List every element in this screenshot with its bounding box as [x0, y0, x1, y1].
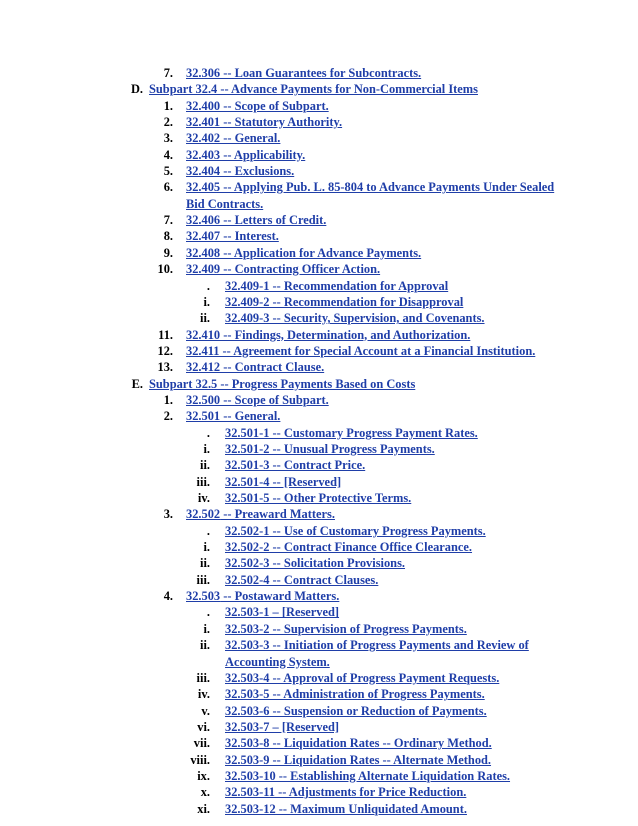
toc-link[interactable]: 32.502-4 -- Contract Clauses. [225, 572, 379, 587]
toc-entry-title: -- Postaward Matters. [220, 589, 340, 604]
item-marker: v. [201, 703, 210, 718]
toc-entry-title: -- Preaward Matters. [220, 507, 335, 522]
toc-row [0, 704, 638, 720]
item-marker: 9. [163, 245, 173, 260]
toc-link-continuation[interactable]: Bid Contracts. [186, 196, 264, 211]
toc-row [0, 115, 638, 131]
toc-row [0, 311, 638, 327]
toc-link[interactable]: 32.401 -- Statutory Authority. [186, 115, 343, 130]
toc-link[interactable]: 32.404 -- Exclusions. [186, 164, 295, 179]
toc-link[interactable]: 32.409-1 -- Recommendation for Approval [225, 278, 449, 293]
item-marker: D. [130, 82, 143, 97]
item-marker: vi. [197, 719, 210, 734]
item-marker: ii. [200, 311, 210, 326]
item-marker: ix. [197, 768, 210, 783]
toc-row [0, 344, 638, 360]
item-marker: 4. [163, 147, 173, 162]
item-marker: iv. [197, 687, 210, 702]
item-marker: xi. [197, 801, 210, 816]
toc-row-continuation [0, 655, 638, 671]
item-marker: viii. [190, 752, 210, 767]
toc-row [0, 491, 638, 507]
item-marker: ii. [200, 458, 210, 473]
item-marker: 7. [163, 66, 173, 80]
toc-link[interactable]: 32.402 -- General. [186, 131, 281, 146]
item-marker: 3. [163, 131, 173, 146]
toc-row [0, 671, 638, 687]
item-marker: . [206, 425, 210, 440]
item-marker: 12. [157, 343, 173, 358]
item-marker: 4. [163, 589, 173, 604]
toc-link[interactable]: 32.409-3 -- Security, Supervision, and Covenants. [225, 311, 485, 326]
toc-link[interactable]: 32.502-3 -- Solicitation Provisions. [225, 556, 406, 571]
toc-link[interactable]: 32.408 -- Application for Advance Payments. [186, 245, 422, 260]
toc-link[interactable]: 32.410 -- Findings, Determination, and Authorization. [186, 327, 471, 342]
toc-row [0, 131, 638, 147]
toc-row [0, 720, 638, 736]
toc-row [0, 638, 638, 654]
toc-row [0, 458, 638, 474]
toc-link[interactable]: 32.501-5 -- Other Protective Terms. [225, 491, 412, 506]
item-marker: iii. [196, 670, 210, 685]
toc-row [0, 769, 638, 785]
item-marker: 10. [157, 262, 173, 277]
toc-link[interactable]: 32.503-6 -- Suspension or Reduction of Payments. [225, 703, 487, 718]
toc-link[interactable]: 32.501-4 -- [Reserved] [225, 474, 342, 489]
item-marker: . [206, 605, 210, 620]
item-marker: 6. [163, 180, 173, 195]
toc-link[interactable]: 32.501-2 -- Unusual Progress Payments. [225, 442, 435, 456]
toc-link[interactable]: 32.503 [186, 589, 221, 604]
toc-link-continuation[interactable]: Accounting System. [225, 654, 330, 669]
toc-row [0, 785, 638, 801]
item-marker: i. [203, 621, 210, 636]
toc-link[interactable]: 32.502 [186, 507, 221, 522]
toc-row [0, 328, 638, 344]
toc-row-continuation [0, 197, 638, 213]
toc-link[interactable]: 32.503-7 – [Reserved] [225, 719, 340, 734]
toc-link[interactable]: 32.412 -- Contract Clause. [186, 360, 325, 375]
toc-row [0, 687, 638, 703]
toc-row [0, 605, 638, 621]
toc-entry [186, 589, 339, 604]
item-marker: iv. [197, 491, 210, 506]
item-marker: i. [203, 442, 210, 456]
item-marker: ii. [200, 638, 210, 653]
toc-link[interactable]: 32.502-2 -- Contract Finance Office Clearance. [225, 540, 473, 555]
toc-link[interactable]: 32.503-4 -- Approval of Progress Payment Requests. [225, 670, 500, 685]
toc-link[interactable]: 32.503-2 -- Supervision of Progress Payments. [225, 621, 467, 636]
toc-link[interactable]: Subpart 32.4 -- Advance Payments for Non-Commercial Items [149, 82, 478, 97]
toc-row [0, 99, 638, 115]
toc-link[interactable]: 32.409 -- Contracting Officer Action. [186, 262, 381, 277]
toc-link[interactable]: 32.406 -- Letters of Credit. [186, 213, 327, 228]
toc-link[interactable]: 32.503-12 -- Maximum Unliquidated Amount. [225, 801, 467, 816]
toc-row [0, 442, 638, 458]
toc-row [0, 66, 638, 82]
toc-row [0, 573, 638, 589]
item-marker: x. [200, 785, 210, 800]
toc-row [0, 246, 638, 262]
toc-link[interactable]: Subpart 32.5 -- Progress Payments Based on Costs [149, 376, 416, 391]
item-marker: iii. [196, 474, 210, 489]
toc-link[interactable]: 32.306 -- Loan Guarantees for Subcontracts. [186, 66, 422, 80]
toc-row [0, 164, 638, 180]
toc-row [0, 622, 638, 638]
item-marker: . [206, 278, 210, 293]
item-marker: 13. [157, 360, 173, 375]
toc-row [0, 148, 638, 164]
toc-row [0, 262, 638, 278]
toc-link[interactable]: 32.411 -- Agreement for Special Account at a Financial Institution. [186, 343, 536, 358]
item-marker: . [206, 523, 210, 538]
toc-row [0, 589, 638, 605]
toc-link[interactable]: 32.503-11 -- Adjustments for Price Reduction. [225, 785, 467, 800]
toc-row [0, 180, 638, 196]
item-marker: 5. [163, 164, 173, 179]
item-marker: 3. [163, 507, 173, 522]
toc-row [0, 229, 638, 245]
toc-link[interactable]: 32.503-9 -- Liquidation Rates -- Alternate Method. [225, 752, 492, 767]
toc-link[interactable]: 32.405 -- Applying Pub. L. 85-804 to Advance Payments Under Sealed [186, 180, 555, 195]
toc-row [0, 753, 638, 769]
item-marker: 7. [163, 213, 173, 228]
item-marker: E. [131, 376, 143, 391]
toc-link[interactable]: 32.500 -- Scope of Subpart. [186, 392, 329, 407]
toc-link[interactable]: 32.503-1 – [Reserved] [225, 605, 340, 620]
item-marker: 11. [158, 327, 173, 342]
toc-link[interactable]: 32.503-3 -- Initiation of Progress Payments and Review of [225, 638, 529, 653]
toc-row [0, 736, 638, 752]
toc-row [0, 507, 638, 523]
toc-link[interactable]: 32.503-8 -- Liquidation Rates -- Ordinary Method. [225, 736, 492, 751]
item-marker: ii. [200, 556, 210, 571]
toc-row [0, 360, 638, 376]
toc-link[interactable]: 32.503-5 -- Administration of Progress Payments. [225, 687, 485, 702]
toc-row [0, 524, 638, 540]
toc-row [0, 377, 638, 393]
toc-row [0, 213, 638, 229]
item-marker: 1. [163, 392, 173, 407]
toc-row [0, 295, 638, 311]
toc-link[interactable]: 32.400 -- Scope of Subpart. [186, 98, 329, 113]
toc-entry [186, 507, 335, 522]
toc-row [0, 556, 638, 572]
item-marker: vii. [193, 736, 210, 751]
toc-row [0, 475, 638, 491]
toc-row [0, 426, 638, 442]
toc-link[interactable]: 32.503-10 -- Establishing Alternate Liquidation Rates. [225, 768, 511, 783]
item-marker: i. [203, 294, 210, 309]
toc-row [0, 802, 638, 818]
item-marker: 8. [163, 229, 173, 244]
toc-row [0, 393, 638, 409]
toc-row [0, 409, 638, 425]
toc-row [0, 82, 638, 98]
toc-link[interactable]: 32.501-3 -- Contract Price. [225, 458, 366, 473]
toc-link[interactable]: 32.501 -- General. [186, 409, 281, 424]
toc-link[interactable]: 32.501-1 -- Customary Progress Payment Rates. [225, 425, 478, 440]
item-marker: 1. [163, 98, 173, 113]
toc-link[interactable]: 32.502-1 -- Use of Customary Progress Payments. [225, 523, 486, 538]
toc-link[interactable]: 32.407 -- Interest. [186, 229, 279, 244]
toc-link[interactable]: 32.409-2 -- Recommendation for Disapproval [225, 294, 464, 309]
item-marker: iii. [196, 572, 210, 587]
toc-row [0, 540, 638, 556]
toc-row [0, 279, 638, 295]
item-marker: 2. [163, 409, 173, 424]
item-marker: i. [203, 540, 210, 555]
item-marker: 2. [163, 115, 173, 130]
toc-link[interactable]: 32.403 -- Applicability. [186, 147, 306, 162]
